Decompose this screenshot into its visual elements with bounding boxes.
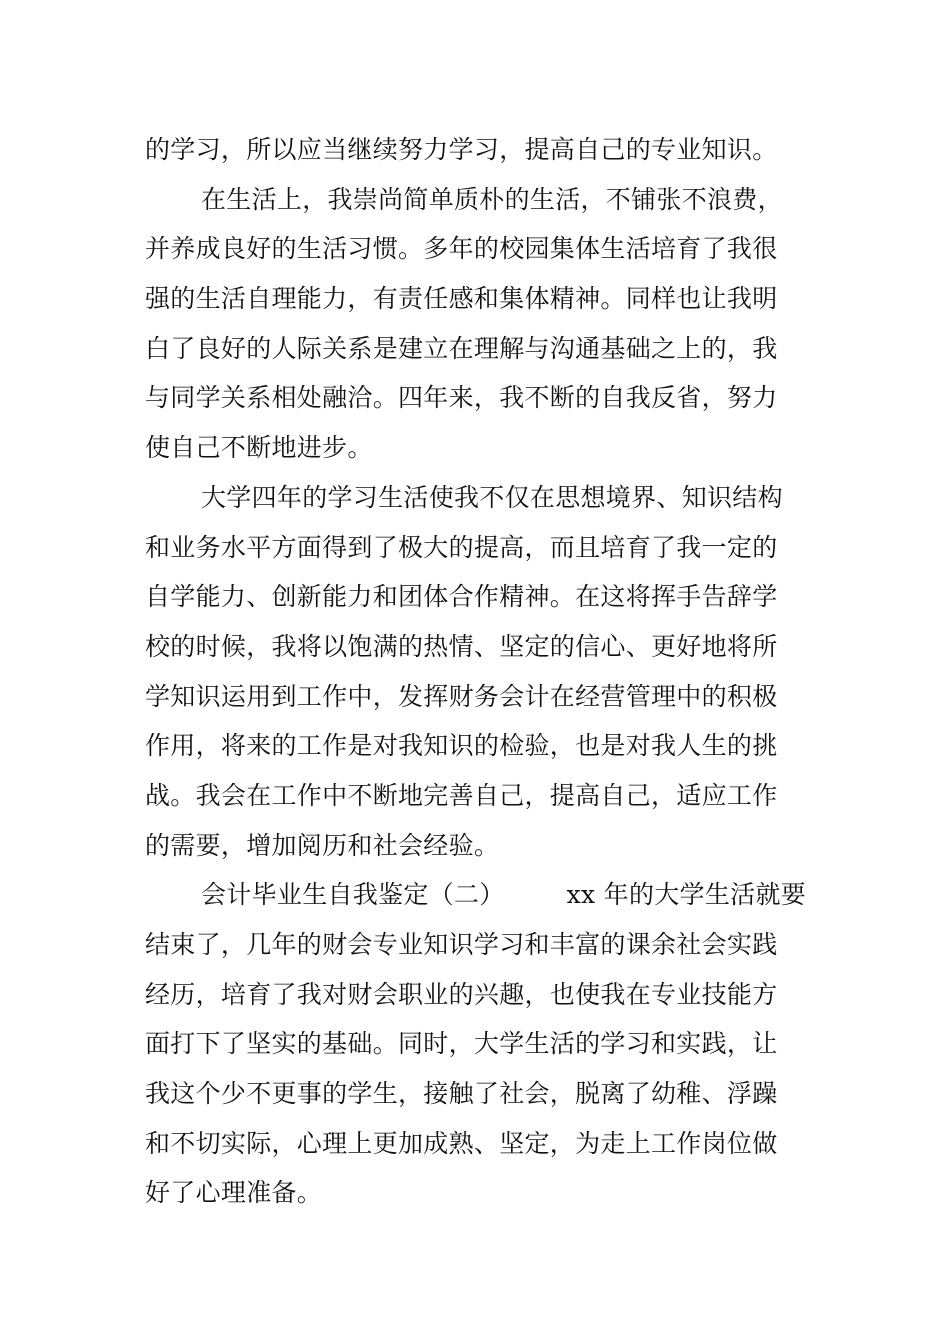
text-line: 使自己不断地进步。 xyxy=(145,433,373,463)
document-body xyxy=(145,125,810,1218)
text-line: 和业务水平方面得到了极大的提高，而且培育了我一定的 xyxy=(145,532,778,562)
text-line: 我这个少不更事的学生，接触了社会，脱离了幼稚、浮躁 xyxy=(145,1079,778,1109)
text-line: 与同学关系相处融洽。四年来，我不断的自我反省，努力 xyxy=(145,383,778,413)
text-line: 结束了，几年的财会专业知识学习和丰富的课余社会实践 xyxy=(145,930,778,959)
section-heading-line xyxy=(145,870,810,920)
section-heading-continuation: xx 年的大学生活就要 xyxy=(566,880,807,910)
text-line: 在生活上，我崇尚简单质朴的生活，不铺张不浪费， xyxy=(201,184,783,214)
section-heading: 会计毕业生自我鉴定（二） xyxy=(201,880,505,910)
text-line: 的需要，增加阅历和社会经验。 xyxy=(145,830,500,860)
text-line: 面打下了坚实的基础。同时，大学生活的学习和实践，让 xyxy=(145,1029,778,1059)
text-line: 大学四年的学习生活使我不仅在思想境界、知识结构 xyxy=(201,482,783,512)
text-line: 作用，将来的工作是对我知识的检验，也是对我人生的挑 xyxy=(145,731,778,761)
text-line: 自学能力、创新能力和团体合作精神。在这将挥手告辞学 xyxy=(145,582,778,612)
text-line: 和不切实际，心理上更加成熟、坚定，为走上工作岗位做 xyxy=(145,1128,778,1158)
text-line: 强的生活自理能力，有责任感和集体精神。同样也让我明 xyxy=(145,284,778,314)
text-line: 经历，培育了我对财会职业的兴趣，也使我在专业技能方 xyxy=(145,979,778,1009)
text-line: 学知识运用到工作中，发挥财务会计在经营管理中的积极 xyxy=(145,681,778,711)
text-line: 白了良好的人际关系是建立在理解与沟通基础之上的，我 xyxy=(145,333,778,363)
text-line: 战。我会在工作中不断地完善自己，提高自己，适应工作 xyxy=(145,780,778,810)
text-line: 好了心理准备。 xyxy=(145,1178,323,1208)
text-line: 校的时候，我将以饱满的热情、坚定的信心、更好地将所 xyxy=(145,631,778,661)
text-line: 并养成良好的生活习惯。多年的校园集体生活培育了我很 xyxy=(145,234,778,264)
text-line: 的学习，所以应当继续努力学习，提高自己的专业知识。 xyxy=(145,135,778,164)
